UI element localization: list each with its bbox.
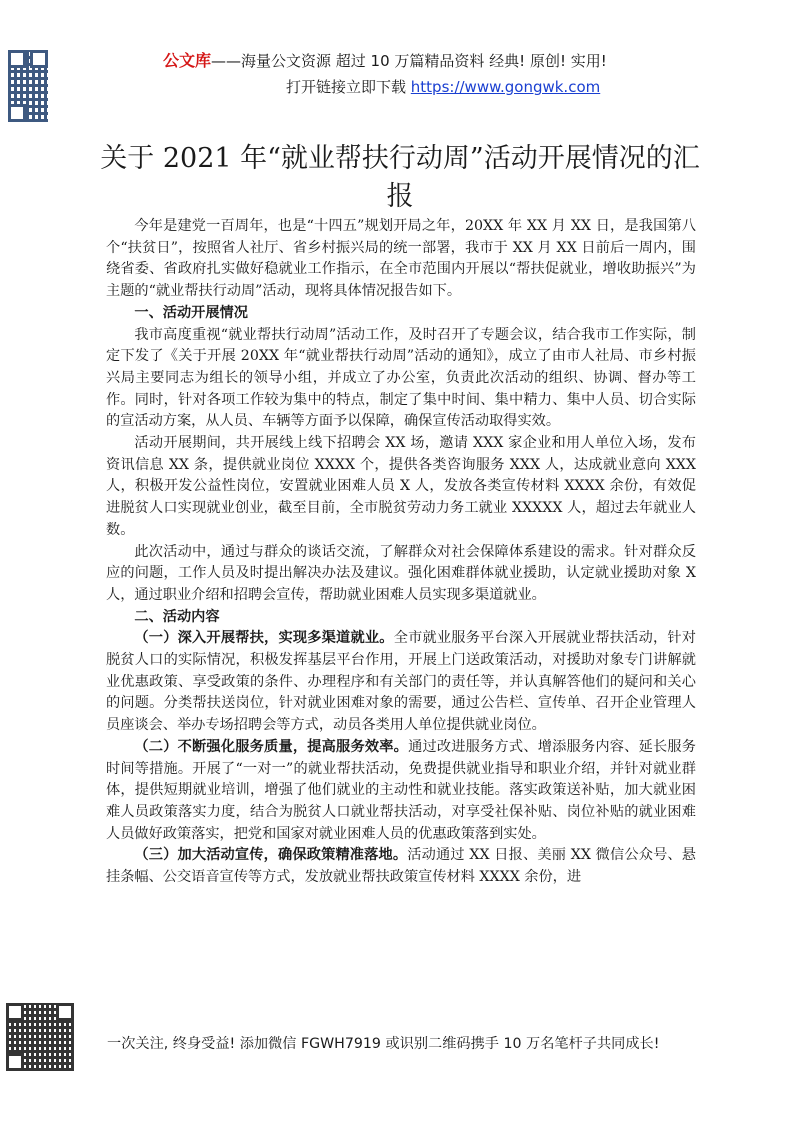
- paragraph-2: 我市高度重视“就业帮扶行动周”活动工作，及时召开了专题会议，结合我市工作实际，制定下发了《关于开展 20XX 年“就业帮扶行动周”活动的通知》，成立了由市人社局、市乡村振兴局主要同志为组长的领导小组，并成立了办公室，负责此次活动的组织、协调、督办等工作。同时，针对各项工作较为集中的特点，制定了集中时间、集中精力、集中人员、切合实际的宣活动方案，从人员、车辆等方面予以保障，确保宣传活动取得实效。: [106, 326, 696, 430]
- section-heading-2: 二、活动内容: [134, 608, 220, 625]
- subsection-3-text: 活动通过 XX 日报、美丽 XX 微信公众号、悬挂条幅、公交语音宣传等方式，发放就业帮扶政策宣传材料 XXXX 余份，进: [106, 847, 696, 886]
- paragraph-4: 此次活动中，通过与群众的谈话交流，了解群众对社会保障体系建设的需求。针对群众反应的问题，工作人员及时提出解决办法及建议。强化困难群体就业援助，认定就业援助对象 X 人，通过职业介绍和招聘会宣传，帮助就业困难人员实现多渠道就业。: [106, 543, 696, 603]
- brand-name: 公文库: [163, 51, 212, 70]
- header-download-line: [286, 76, 600, 97]
- qr-code-bottom-icon[interactable]: [6, 1003, 74, 1071]
- document-title: 关于 2021 年“就业帮扶行动周”活动开展情况的汇报: [100, 143, 700, 212]
- subsection-2: [106, 737, 696, 846]
- qr-code-top-icon[interactable]: [8, 50, 48, 122]
- subsection-2-text: 通过改进服务方式、增添服务内容、延长服务时间等措施。开展了“一对一”的就业帮扶活动，免费提供就业指导和职业介绍，并针对就业群体，提供短期就业培训，增强了他们就业的主动性和就业技能。落实政策送补贴，加大就业困难人员政策落实力度，结合为脱贫人口就业帮扶活动，对享受社保补贴、岗位补贴的就业困难人员做好政策落实，把党和国家对就业困难人员的优惠政策落到实处。: [106, 738, 696, 842]
- header-tagline-line: [163, 48, 607, 71]
- subsection-1-text: 全市就业服务平台深入开展就业帮扶活动，针对脱贫人口的实际情况，积极发挥基层平台作用，开展上门送政策活动，对援助对象专门讲解就业优惠政策、享受政策的条件、办理程序和有关部门的责任等，并认真解答他们的疑问和关心的问题。分类帮扶送岗位，针对就业困难对象的需要，通过公告栏、宣传单、召开企业管理人员座谈会、举办专场招聘会等方式，动员各类用人单位提供就业岗位。: [106, 630, 696, 734]
- subsection-2-lead: （二）不断强化服务质量，提高服务效率。: [134, 738, 409, 755]
- paragraph-3: 活动开展期间，共开展线上线下招聘会 XX 场，邀请 XXX 家企业和用人单位入场，发布资讯信息 XX 条，提供就业岗位 XXXX 个，提供各类咨询服务 XXX 人，达成就业意向 XXX 人，积极开发公益性岗位，安置就业困难人员 X 人，发放各类宣传材料 XXXX 余份，有效促进脱贫人口实现就业创业，截至目前，全市脱贫劳动力务工就业 XXXXX 人，超过去年就业人数。: [106, 435, 696, 538]
- document-body: [106, 216, 696, 889]
- section-heading-1: 一、活动开展情况: [134, 304, 248, 321]
- website-link[interactable]: https://www.gongwk.com: [410, 78, 601, 96]
- intro-paragraph: 今年是建党一百周年，也是“十四五”规划开局之年，20XX 年 XX 月 XX 日，是我国第八个“扶贫日”，按照省人社厅、省乡村振兴局的统一部署，我市于 XX 月 XX 日前后一周内，围绕省委、省政府扎实做好稳就业工作指示，在全市范围内开展以“帮扶促就业，增收助振兴”为主题的“就业帮扶行动周”活动，现将具体情况报告如下。: [106, 218, 696, 300]
- subsection-1-lead: （一）深入开展帮扶，实现多渠道就业。: [134, 630, 394, 647]
- subsection-3: [106, 845, 696, 888]
- download-prompt: 打开链接立即下载: [286, 78, 411, 96]
- subsection-1: [106, 628, 696, 737]
- subsection-3-lead: （三）加大活动宣传，确保政策精准落地。: [134, 847, 408, 864]
- footer-promo-text: 一次关注, 终身受益! 添加微信 FGWH7919 或识别二维码携手 10 万名笔杆子共同成长!: [107, 1036, 660, 1052]
- header-tagline: ——海量公文资源 超过 10 万篇精品资料 经典! 原创! 实用!: [211, 52, 607, 70]
